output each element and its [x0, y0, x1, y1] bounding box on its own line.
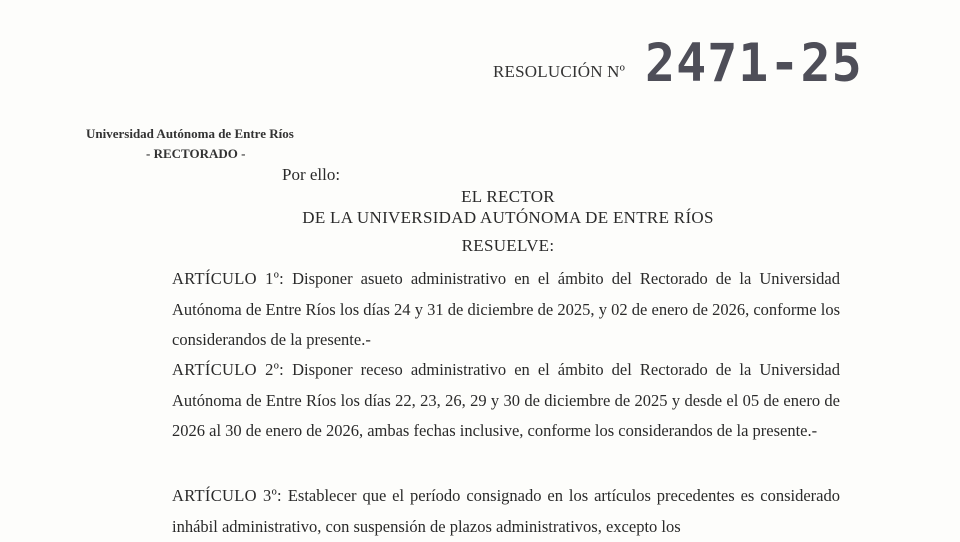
resuelve-heading: RESUELVE:	[461, 236, 555, 255]
resolution-number-stamp: 2471-25	[645, 32, 863, 94]
article-2-text: Disponer receso administrativo en el ámbito del Rectorado de la Universidad Autónoma de Entre Ríos los días 22, 23, 26, 29 y 30 de diciembre de 2025 y desde el 05 de enero de 2026 al 30 de enero de 2026, ambas fechas inclusive, conforme los considerandos de la presente.-	[172, 360, 840, 440]
article-3	[172, 481, 840, 542]
article-2	[172, 355, 840, 447]
article-1-label: ARTÍCULO 1º:	[172, 269, 285, 288]
university-heading: DE LA UNIVERSIDAD AUTÓNOMA DE ENTRE RÍOS	[302, 208, 714, 227]
rector-heading: EL RECTOR	[461, 187, 555, 206]
article-3-label: ARTÍCULO 3º:	[172, 486, 282, 505]
article-3-text: Establecer que el período consignado en los artículos precedentes es considerado inhábil administrativo, con suspensión de plazos administrativos, excepto los	[172, 486, 840, 536]
institution-name: Universidad Autónoma de Entre Ríos	[86, 126, 294, 141]
article-1-text: Disponer asueto administrativo en el ámbito del Rectorado de la Universidad Autónoma de Entre Ríos los días 24 y 31 de diciembre de 2025, y 02 de enero de 2026, conforme los considerandos de la presente.-	[172, 269, 840, 349]
article-2-label: ARTÍCULO 2º:	[172, 360, 285, 379]
por-ello-line: Por ello:	[282, 165, 341, 184]
resolution-label: RESOLUCIÓN Nº	[493, 62, 626, 81]
article-1	[172, 264, 840, 356]
institution-unit: - RECTORADO -	[146, 146, 246, 161]
